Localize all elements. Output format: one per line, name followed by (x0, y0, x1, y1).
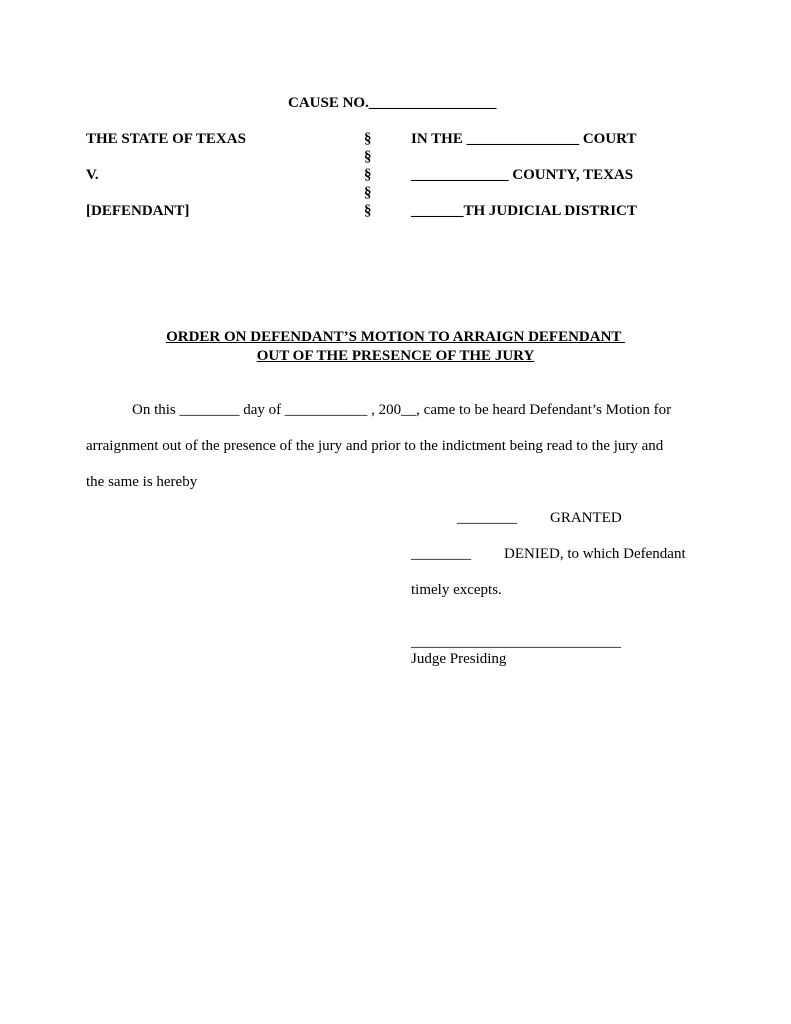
party-defendant: [DEFENDANT] (86, 203, 190, 219)
court-name: IN THE _______________ COURT (411, 131, 637, 147)
order-title-line-2: OUT OF THE PRESENCE OF THE JURY (256, 348, 535, 364)
granted-label: GRANTED (550, 510, 622, 526)
body-line-3: the same is hereby (86, 474, 198, 490)
denied-continued: timely excepts. (411, 582, 502, 598)
section-symbol: § (364, 167, 372, 183)
denied-blank: ________ (411, 546, 471, 562)
granted-blank: ________ (457, 510, 517, 526)
body-line-2: arraignment out of the presence of the jury and prior to the indictment being read to the jury and (86, 438, 664, 454)
section-symbol: § (364, 203, 372, 219)
county-name: _____________ COUNTY, TEXAS (411, 167, 634, 183)
denied-label: DENIED, to which Defendant (504, 546, 686, 562)
cause-number: CAUSE NO._________________ (288, 95, 497, 111)
party-state: THE STATE OF TEXAS (86, 131, 246, 147)
signature-label: Judge Presiding (411, 651, 507, 667)
section-symbol: § (364, 131, 372, 147)
signature-line: ____________________________ (411, 634, 621, 650)
judicial-district: _______TH JUDICIAL DISTRICT (411, 203, 637, 219)
section-symbol: § (364, 185, 372, 201)
party-versus: V. (86, 167, 99, 183)
section-symbol: § (364, 149, 372, 165)
order-title-line-1: ORDER ON DEFENDANT’S MOTION TO ARRAIGN DEFENDANT (166, 329, 625, 345)
body-line-1: On this ________ day of ___________ , 200__, came to be heard Defendant’s Motion for (132, 402, 672, 418)
